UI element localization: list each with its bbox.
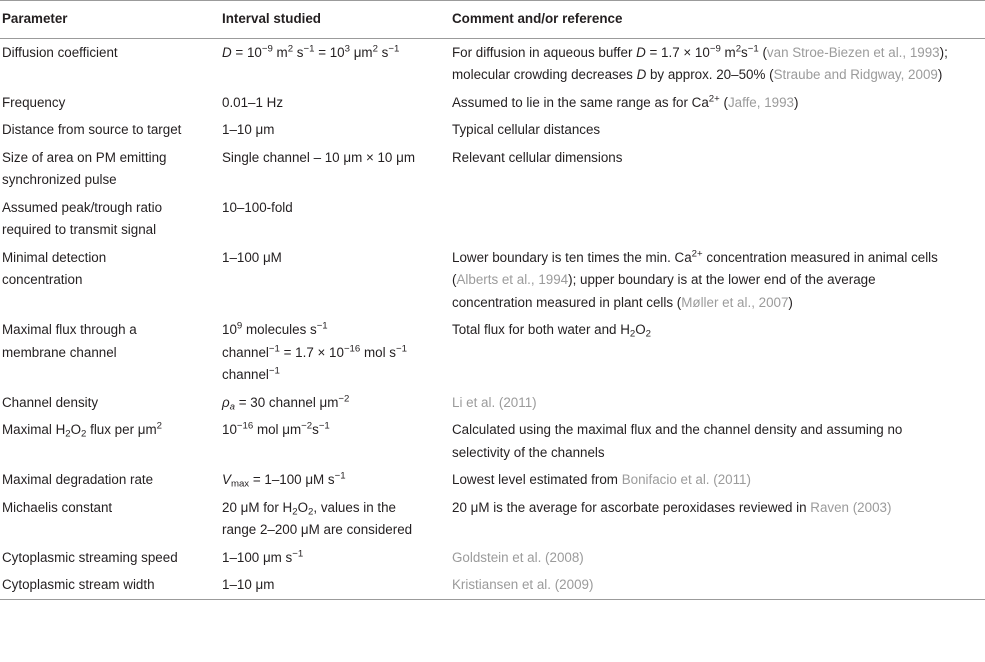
table-row <box>0 571 985 599</box>
table-row <box>0 416 985 466</box>
reference-link[interactable]: Li et al. (2011) <box>452 394 537 410</box>
cell-comment: Assumed to lie in the same range as for $Ca^{2+}$ (Jaffe, 1993) <box>452 93 799 110</box>
cell-interval: 1–100 μm $s^{-1}$ <box>222 548 304 565</box>
reference-link[interactable]: Alberts et al., 1994 <box>456 272 569 287</box>
cell-interval: $V_{max} = 1-100$ μM $s^{-1}$ <box>222 470 346 490</box>
reference-link[interactable]: Raven (2003) <box>810 499 892 515</box>
cell-comment: Typical cellular distances <box>452 122 601 137</box>
cell-interval: Single channel – 10 μm × 10 μm <box>222 149 415 165</box>
cell-parameter: Maximal flux through a membrane channel <box>2 322 137 360</box>
cell-parameter: Cytoplasmic stream width <box>0 571 220 599</box>
reference-link[interactable]: Møller et al., 2007 <box>681 294 789 310</box>
table-row <box>0 544 985 572</box>
cell-comment: Lower boundary is ten times the min. $Ca^{2+}$ concentration measured in animal cells (Alberts et al., 1994); upper boundary is at the lower end of the average concentration measured in plant cells (Møller et al., 2007) <box>452 248 938 310</box>
cell-parameter: Cytoplasmic streaming speed <box>2 549 178 565</box>
header-comment: Comment and/or reference <box>450 1 985 39</box>
cell-comment: Total flux for both water and $H_2O_2$ <box>452 322 652 340</box>
cell-parameter: Frequency <box>2 94 66 110</box>
cell-comment <box>450 544 985 572</box>
cell-interval: 10–100-fold <box>222 199 293 215</box>
cell-interval: 20 μM for $H_2O_2$, values in the range 2–200 μM are considered <box>222 499 413 537</box>
cell-parameter: Minimal detection concentration <box>2 249 107 287</box>
cell-comment: Lowest level estimated from Bonifacio et al. (2011) <box>452 472 751 487</box>
cell-parameter: Maximal degradation rate <box>2 472 154 487</box>
cell-parameter: Diffusion coefficient <box>2 44 118 60</box>
table-row <box>0 316 985 389</box>
header-row <box>0 1 985 39</box>
cell-parameter: Maximal $H_2O_2$ flux per $\mu m^2$ <box>2 420 162 440</box>
table-row <box>0 494 985 544</box>
cell-parameter: Distance from source to target <box>2 122 182 137</box>
cell-interval: $\rho_a = 30$ channel $\mu m^{-2}$ <box>222 393 350 412</box>
cell-interval: 1–10 μm <box>222 122 275 137</box>
table-row <box>0 194 985 244</box>
cell-parameter: Assumed peak/trough ratio required to transmit signal <box>2 199 163 237</box>
cell-interval: 1–100 μM <box>222 249 282 265</box>
table-row <box>0 244 985 317</box>
table-row <box>0 389 985 417</box>
cell-interval: $10^{-16}$ mol $\mu m^{-2}s^{-1}$ <box>222 420 330 437</box>
cell-parameter: Channel density <box>2 394 99 410</box>
cell-comment: Relevant cellular dimensions <box>452 149 623 165</box>
cell-comment: For diffusion in aqueous buffer $D = 1.7 \times 10^{-9}$ $m^2s^{-1}$ (van Stroe-Biezen et al., 1993); molecular crowding decreases D by approx. 20–50% (Straube and Ridgway, 2009) <box>452 43 948 82</box>
cell-parameter: Size of area on PM emitting synchronized pulse <box>2 149 167 187</box>
cell-interval: 1–10 μm <box>220 571 450 599</box>
cell-comment <box>450 389 985 417</box>
reference-link[interactable]: van Stroe-Biezen et al., 1993 <box>766 44 940 60</box>
table-row <box>0 144 985 194</box>
reference-link[interactable]: Straube and Ridgway, 2009 <box>773 67 938 82</box>
header-interval: Interval studied <box>220 1 450 39</box>
reference-link[interactable]: Goldstein et al. (2008) <box>452 549 584 565</box>
cell-interval: $D = 10^{-9}$ $m^2$ $s^{-1} = 10^3$ $\mu m^2$ $s^{-1}$ <box>222 43 400 60</box>
cell-comment: Calculated using the maximal flux and the channel density and assuming no selectivity of the channels <box>452 422 903 460</box>
cell-interval: 0.01–1 Hz <box>222 94 284 110</box>
header-parameter: Parameter <box>0 1 220 39</box>
table-row <box>0 89 985 117</box>
reference-link[interactable]: Jaffe, 1993 <box>727 94 794 110</box>
cell-comment: 20 μM is the average for ascorbate peroxidases reviewed in Raven (2003) <box>452 499 892 515</box>
reference-link[interactable]: Kristiansen et al. (2009) <box>452 577 594 592</box>
cell-interval: $10^9$ molecules $s^{-1}$ channel$^{-1}$ = $1.7 \times 10^{-16}$ mol $s^{-1}$ channel$^{-1}$ <box>222 320 407 382</box>
table-row <box>0 466 985 494</box>
cell-comment <box>450 571 985 599</box>
cell-comment <box>450 194 985 244</box>
reference-link[interactable]: Bonifacio et al. (2011) <box>621 472 751 487</box>
table-row <box>0 116 985 144</box>
table-row <box>0 38 985 89</box>
cell-parameter: Michaelis constant <box>2 499 113 515</box>
